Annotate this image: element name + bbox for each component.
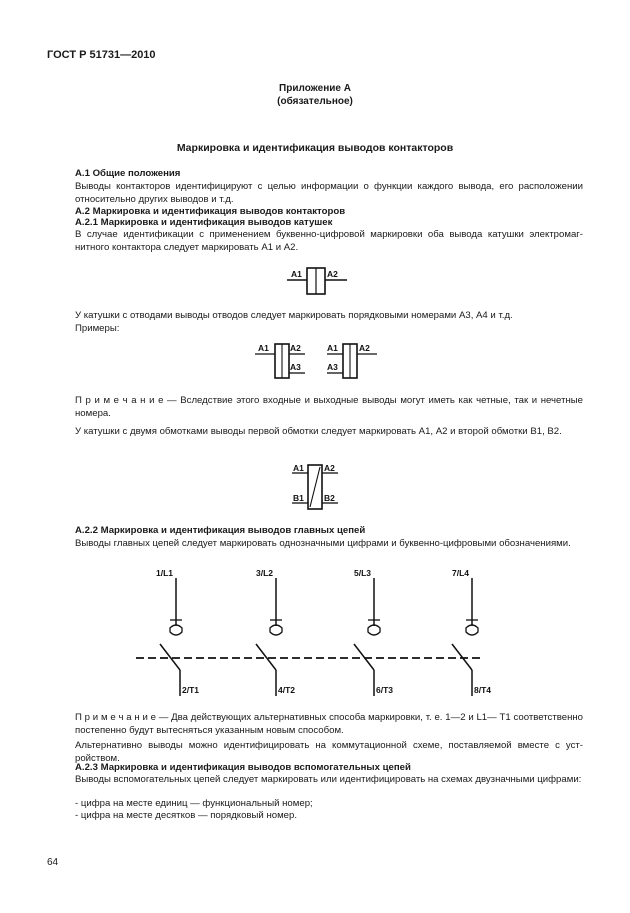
pole-2 [256, 568, 295, 696]
standard-header: ГОСТ Р 51731—2010 [47, 49, 156, 61]
terminal-top-2: 3/L2 [256, 568, 274, 578]
section-a22-text: Выводы главных цепей следует маркировать однозначными цифрами и буквенно-цифровыми обозначениями. [75, 538, 571, 549]
tap-label-a3-right: A3 [327, 362, 338, 372]
section-a21-text: В случае идентификации с применением буквенно-цифровой маркировки оба вывода катушки электромагнитного контактора следует маркировать А1 и А2. [75, 229, 583, 253]
tap-label-a2-right: A2 [359, 343, 370, 353]
pole-4 [452, 568, 491, 696]
two-winding-label-a1: A1 [293, 463, 304, 473]
coil-diagram-simple [285, 264, 355, 298]
tap-label-a2-left: A2 [290, 343, 301, 353]
section-a1-heading: А.1 Общие положения [75, 168, 181, 179]
coil-diagram-two-windings [290, 461, 352, 511]
appendix-title: Приложение А [279, 83, 351, 94]
section-a21-heading: А.2.1 Маркировка и идентификация выводов катушек [75, 217, 333, 228]
page-number: 64 [47, 857, 59, 868]
coil-diagram-tapped [255, 340, 380, 382]
two-winding-label-a2: A2 [324, 463, 335, 473]
terminal-top-1: 1/L1 [156, 568, 174, 578]
section-a23-text: Выводы вспомогательных цепей следует маркировать или идентифицировать на схемах двузначными цифрами: [75, 774, 582, 785]
tap-label-a1-right: A1 [327, 343, 338, 353]
section-a1-text: Выводы контакторов идентифицируют с целью информации о функции каждого вывода, его расположении относительно других выводов и т.д. [75, 181, 583, 205]
note-text-2: — Два действующих альтернативных способа маркировки, т. е. 1—2 и L1— Т1 соответственно постепенно будут вытесняться указанным новым способом. [75, 712, 583, 736]
note-text: — Вследствие этого входные и выходные выводы могут иметь как четные, так и нечетные номера. [75, 395, 583, 419]
terminal-bottom-2: 4/T2 [278, 685, 296, 695]
two-winding-label-b2: B2 [324, 493, 335, 503]
main-circuit-diagram [130, 566, 510, 698]
note-label: П р и м е ч а н и е [75, 395, 164, 406]
section-a23-heading: А.2.3 Маркировка и идентификация выводов вспомогательных цепей [75, 762, 411, 773]
tap-label-a3-left: A3 [290, 362, 301, 372]
two-winding-label-b1: B1 [293, 493, 304, 503]
coil-label-a1: A1 [291, 269, 302, 279]
terminal-top-3: 5/L3 [354, 568, 372, 578]
main-title: Маркировка и идентификация выводов контакторов [176, 142, 454, 154]
tapped-coil-text: У катушки с отводами выводы отводов следует маркировать порядковыми номерами А3, А4 и т.д. [75, 310, 513, 321]
section-a2-heading: А.2 Маркировка и идентификация выводов контакторов [75, 206, 346, 217]
pole-1 [156, 568, 199, 696]
terminal-bottom-1: 2/T1 [182, 685, 200, 695]
terminal-top-4: 7/L4 [452, 568, 470, 578]
terminal-bottom-3: 6/T3 [376, 685, 394, 695]
terminal-bottom-4: 8/T4 [474, 685, 492, 695]
examples-label: Примеры: [75, 323, 120, 334]
section-a22-heading: А.2.2 Маркировка и идентификация выводов главных цепей [75, 525, 366, 536]
note-label-2: П р и м е ч а н и е [75, 712, 156, 723]
coil-label-a2: A2 [327, 269, 338, 279]
tap-label-a1-left: A1 [258, 343, 269, 353]
note-main-circuits [75, 711, 583, 737]
appendix-subtitle: (обязательное) [277, 96, 353, 107]
pole-3 [354, 568, 393, 696]
list-item-tens: - цифра на месте десятков — порядковый номер. [75, 810, 298, 821]
two-windings-text: У катушки с двумя обмотками выводы первой обмотки следует маркировать А1, А2 и второй обмотки В1, В2. [75, 426, 562, 437]
alternative-text: Альтернативно выводы можно идентифицировать на коммутационной схеме, поставляемой вместе с устройством. [75, 740, 583, 764]
note-tapped-coil [75, 394, 583, 420]
list-item-units: - цифра на месте единиц — функциональный номер; [75, 798, 313, 809]
